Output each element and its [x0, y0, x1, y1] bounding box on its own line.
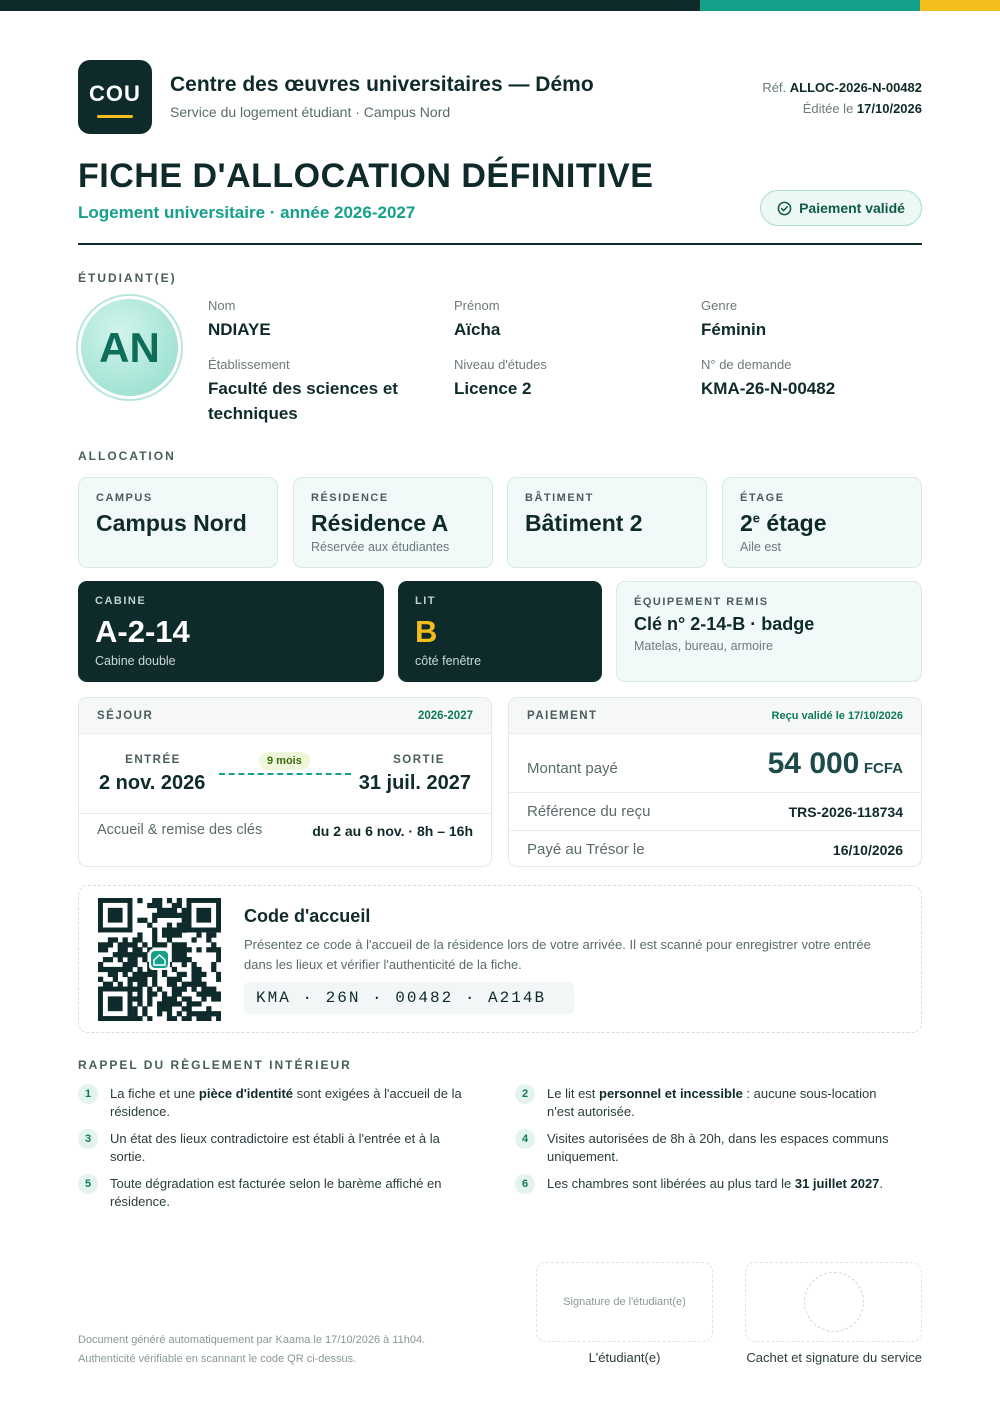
field-prenom: Prénom Aïcha	[454, 298, 501, 339]
page-title: FICHE D'ALLOCATION DÉFINITIVE	[78, 157, 654, 195]
duration-line	[219, 773, 351, 775]
org-subtitle: Service du logement étudiant · Campus Nord	[170, 104, 451, 120]
stamp-circle	[804, 1272, 864, 1332]
org-name: Centre des œuvres universitaires — Démo	[170, 73, 594, 96]
amount-label: Montant payé	[527, 760, 618, 777]
title-divider	[78, 243, 922, 245]
cabin-card: CABINE A-2-14 Cabine double	[78, 581, 384, 682]
field-nom: Nom NDIAYE	[208, 298, 271, 339]
amount-value: 54 000 FCFA	[767, 747, 903, 780]
avatar: AN	[78, 296, 181, 399]
student-signature-box[interactable]: Signature de l'étudiant(e)	[536, 1262, 713, 1342]
page-subtitle: Logement universitaire · année 2026-2027	[78, 203, 416, 222]
payment-status: Reçu validé le 17/10/2026	[771, 710, 903, 722]
rule-item: 4 Visites autorisées de 8h à 20h, dans les espaces communs uniquement.	[515, 1130, 905, 1166]
stay-year: 2026-2027	[418, 710, 473, 722]
rule-item: 2 Le lit est personnel et incessible : aucune sous-location n'est autorisée.	[515, 1085, 905, 1121]
welcome-code-text: Présentez ce code à l'accueil de la résidence lors de votre arrivée. Il est scanné pour enregistrer votre entrée dans les lieux et vérifier l'authenticité de la fiche.	[244, 937, 871, 972]
reference-number: ALLOC-2026-N-00482	[789, 80, 922, 95]
equipment-card: ÉQUIPEMENT REMIS Clé n° 2-14-B · badge Matelas, bureau, armoire	[616, 581, 922, 682]
residence-card: RÉSIDENCE Résidence A Réservée aux étudiantes	[293, 477, 493, 568]
payment-status-badge: Paiement validé	[760, 190, 922, 226]
student-section-label: ÉTUDIANT(E)	[78, 271, 177, 285]
building-card: BÂTIMENT Bâtiment 2	[507, 477, 707, 568]
field-niveau: Niveau d'études Licence 2	[454, 357, 547, 398]
entry-label: ENTRÉE	[125, 754, 181, 766]
exit-date: 31 juil. 2027	[358, 772, 471, 794]
field-etablissement: Établissement Faculté des sciences et techniques	[208, 357, 398, 423]
logo: COU	[78, 60, 152, 134]
qr-code[interactable]	[98, 898, 221, 1021]
welcome-code-value: KMA · 26N · 00482 · A214B	[244, 982, 574, 1014]
reception-hours: du 2 au 6 nov. · 8h – 16h	[312, 823, 473, 839]
check-circle-icon	[777, 201, 792, 216]
entry-date: 2 nov. 2026	[99, 772, 206, 794]
footer-note: Document généré automatiquement par Kaama le 17/10/2026 à 11h04. Authenticité vérifiable en scannant le code QR ci-dessus.	[78, 1334, 426, 1365]
reception-label: Accueil & remise des clés	[97, 822, 263, 838]
rule-item: 3 Un état des lieux contradictoire est établi à l'entrée et à la sortie.	[78, 1130, 468, 1166]
bed-card: LIT B côté fenêtre	[398, 581, 602, 682]
allocation-section-label: ALLOCATION	[78, 449, 176, 463]
field-genre: Genre Féminin	[701, 298, 767, 339]
receipt-label: Référence du reçu	[527, 803, 651, 820]
floor-card: ÉTAGE 2e étage Aile est	[722, 477, 922, 568]
rules-section-label: RAPPEL DU RÈGLEMENT INTÉRIEUR	[78, 1058, 352, 1072]
rule-item: 6 Les chambres sont libérées au plus tard le 31 juillet 2027.	[515, 1175, 905, 1194]
duration-pill: 9 mois	[259, 752, 310, 770]
edited-date: 17/10/2026	[856, 101, 922, 116]
stay-panel: SÉJOUR 2026-2027 ENTRÉE 2 nov. 2026 9 mois SORTIE 31 juil. 2027 Accueil & remise des clés du 2 au 6 nov. · 8h – 16h	[78, 697, 492, 867]
rule-item: 5 Toute dégradation est facturée selon le barème affiché en résidence.	[78, 1175, 468, 1211]
welcome-code-title: Code d'accueil	[244, 906, 371, 926]
campus-card: CAMPUS Campus Nord	[78, 477, 278, 568]
rule-item: 1 La fiche et une pièce d'identité sont exigées à l'accueil de la résidence.	[78, 1085, 468, 1121]
exit-label: SORTIE	[393, 754, 445, 766]
paid-date: 16/10/2026	[832, 842, 903, 858]
paid-date-label: Payé au Trésor le	[527, 841, 645, 858]
payment-panel: PAIEMENT Reçu validé le 17/10/2026 Montant payé 54 000 FCFA Référence du reçu TRS-2026-118734 Payé au Trésor le 16/10/2026	[508, 697, 922, 867]
field-demande: N° de demande KMA-26-N-00482	[701, 357, 836, 398]
service-stamp-box[interactable]	[745, 1262, 922, 1342]
top-color-bar	[0, 0, 1000, 11]
service-signature-caption: Cachet et signature du service	[746, 1350, 922, 1365]
receipt-reference: TRS-2026-118734	[788, 804, 903, 820]
reference-block: Réf. ALLOC-2026-N-00482 Éditée le 17/10/2026	[762, 80, 922, 116]
student-signature-caption: L'étudiant(e)	[588, 1350, 661, 1365]
